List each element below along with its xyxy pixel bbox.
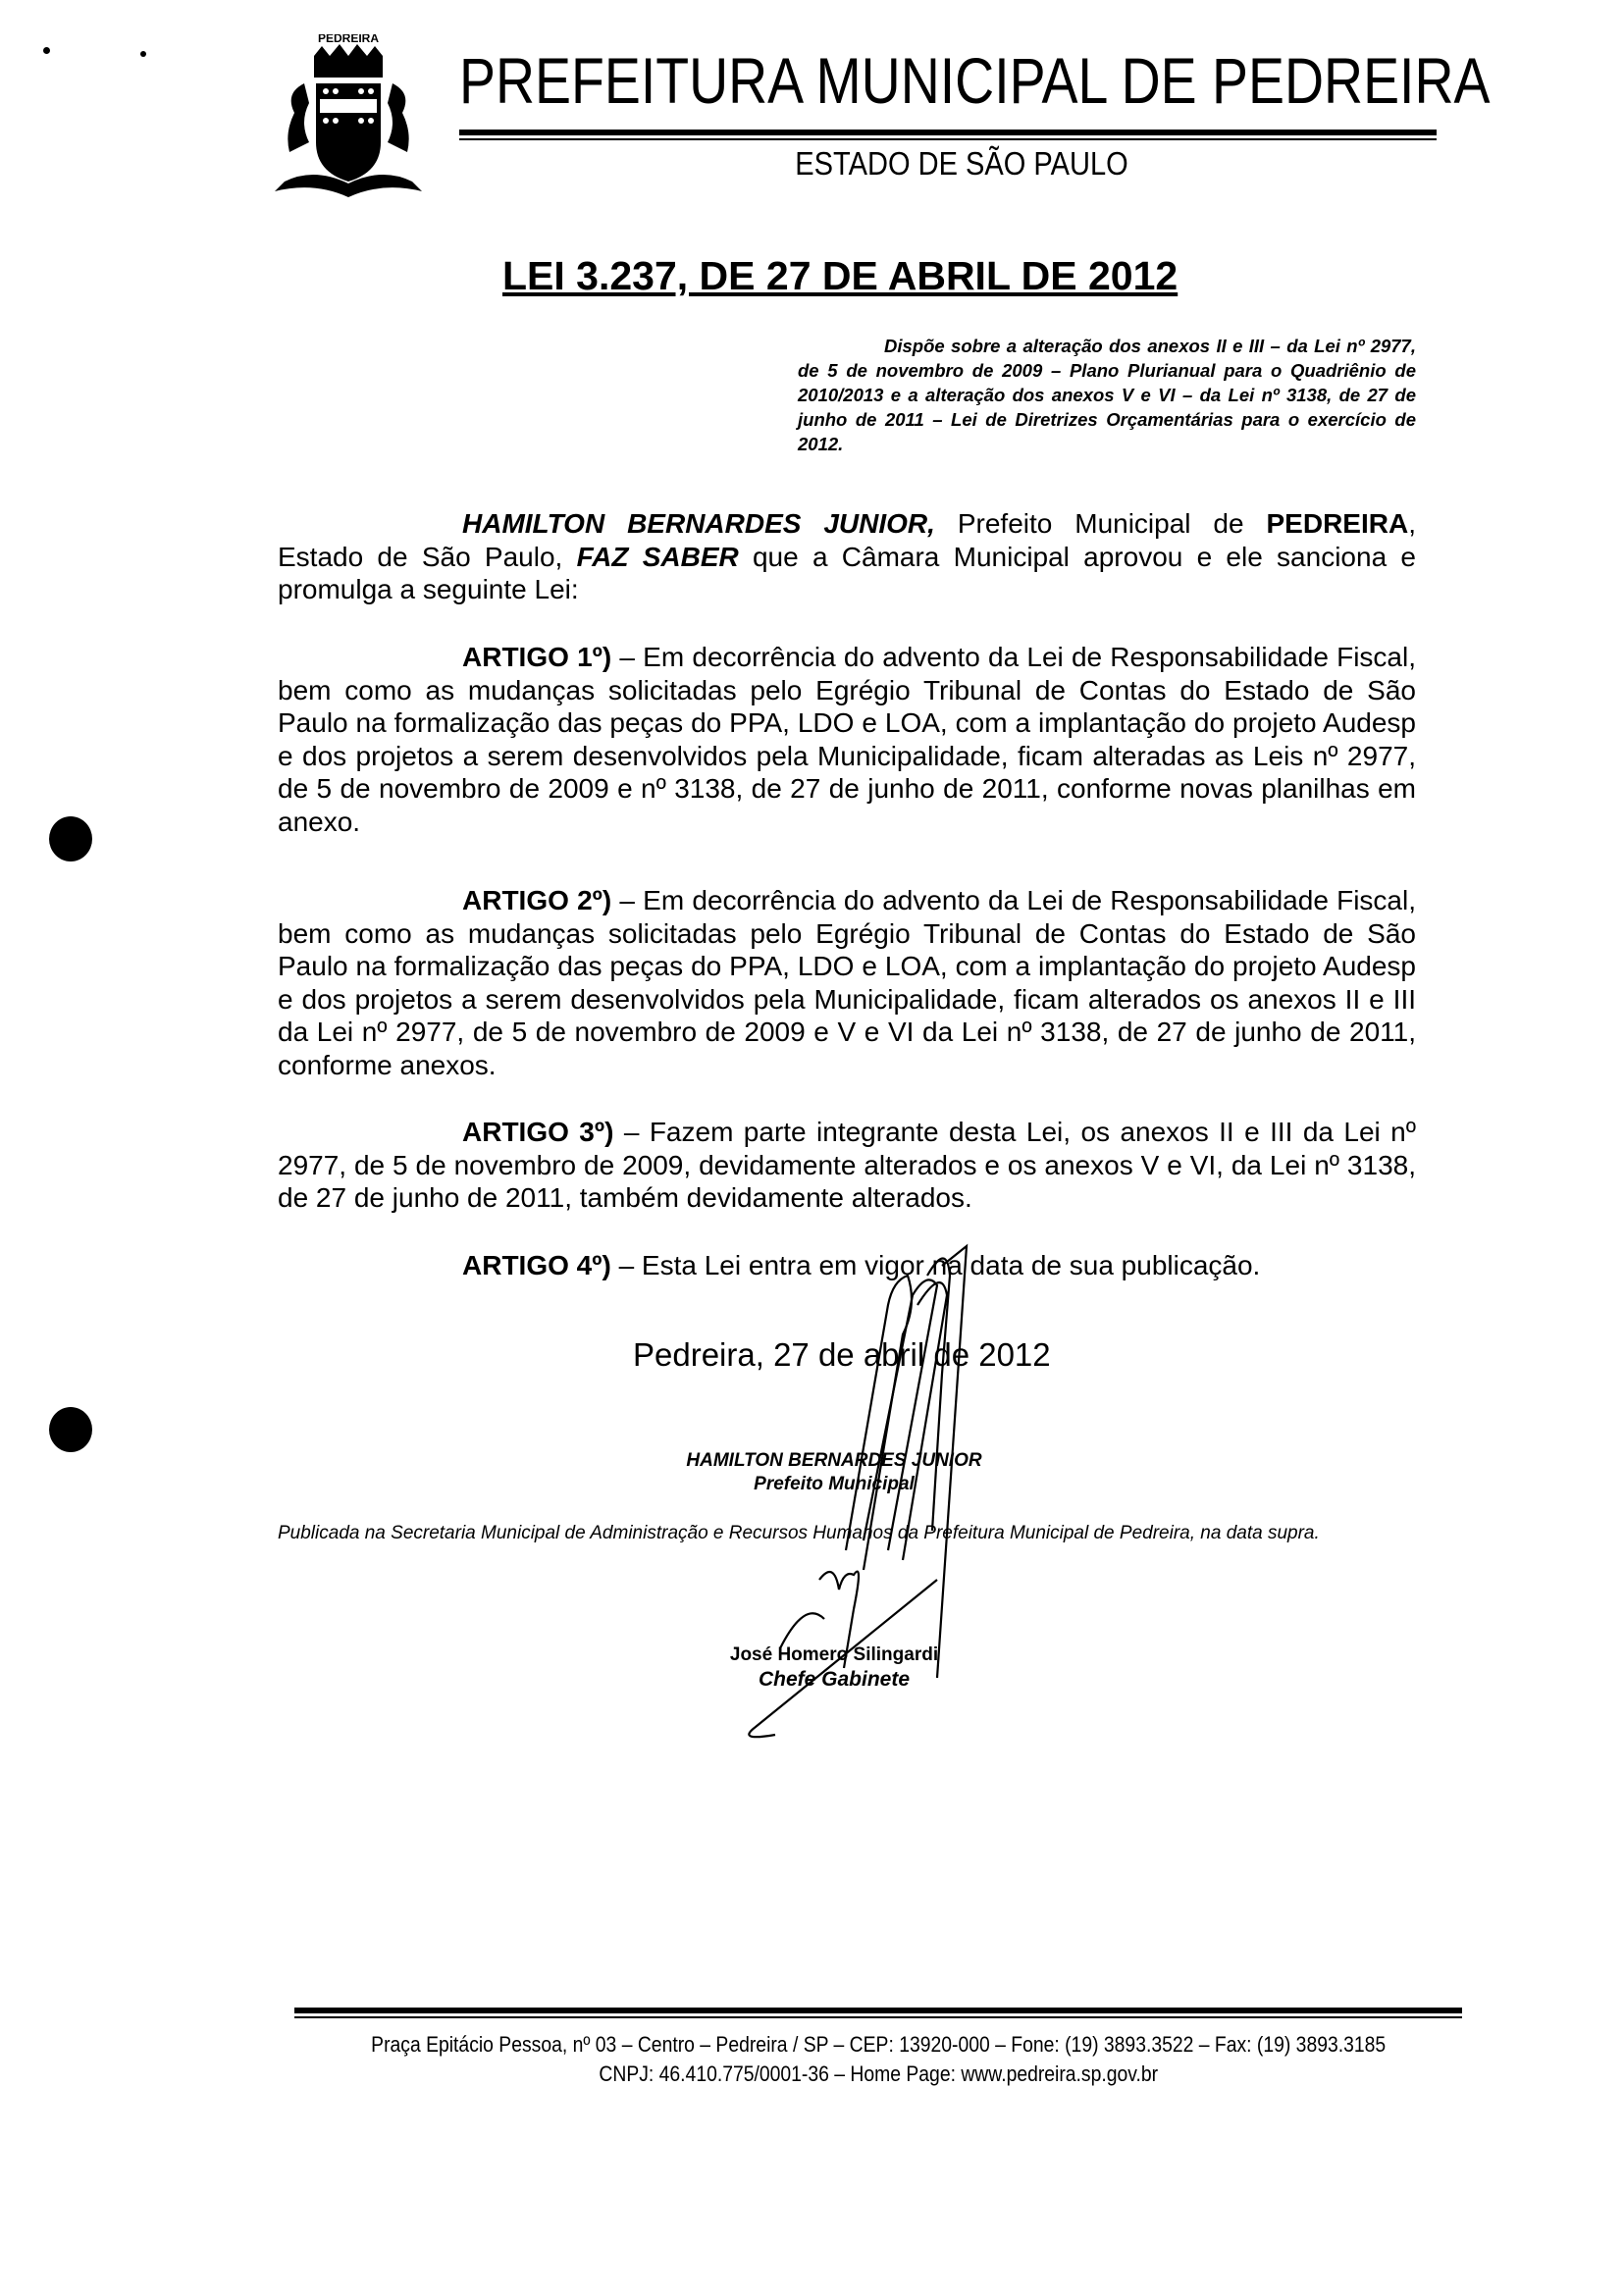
mayor-signature-name: HAMILTON BERNARDES JUNIOR bbox=[686, 1450, 982, 1471]
publication-note: Publicada na Secretaria Municipal de Administração e Recursos Humanos da Prefeitura Municipal de Pedreira, na data supra. bbox=[278, 1523, 1320, 1543]
footer-divider bbox=[294, 2008, 1462, 2013]
institution-title: PREFEITURA MUNICIPAL DE PEDREIRA bbox=[459, 44, 1491, 117]
institution-subtitle: ESTADO DE SÃO PAULO bbox=[795, 145, 1128, 182]
article-text: – Fazem parte integrante desta Lei, os anexos II e III da Lei nº 2977, de 5 de novembro de 2009, devidamente alterados e os anexos V e VI, da Lei nº 3138, de 27 de junho de 2011, também devidamente alterados. bbox=[278, 1117, 1416, 1213]
svg-text:PEDREIRA: PEDREIRA bbox=[317, 34, 380, 45]
article-text: – Em decorrência do advento da Lei de Responsabilidade Fiscal, bem como as mudanças solicitadas pelo Egrégio Tribunal de Contas do Estado de São Paulo na formalização das peças do PPA, LDO e LOA, com a implantação do projeto Audesp e dos projetos a serem desenvolvidos pela Municipalidade, ficam alteradas as Leis nº 2977, de 5 de novembro de 2009 e nº 3138, de 27 de junho de 2011, conforme novas planilhas em anexo. bbox=[278, 642, 1416, 837]
preamble-text: Prefeito Municipal de bbox=[934, 508, 1267, 539]
scan-dot bbox=[140, 51, 146, 57]
preamble-text: , Estado de São Paulo, bbox=[278, 508, 1416, 572]
article-label: ARTIGO 2º) bbox=[462, 885, 612, 915]
preamble-text: que a Câmara Municipal aprovou e ele sanciona e promulga a seguinte Lei: bbox=[278, 541, 1416, 604]
footer-address bbox=[245, 2032, 1511, 2058]
punch-hole bbox=[49, 1407, 92, 1452]
article-3 bbox=[278, 1116, 1416, 1215]
article-label: ARTIGO 3º) bbox=[462, 1117, 614, 1147]
footer-cnpj-text: CNPJ: 46.410.775/0001-36 – Home Page: www.pedreira.sp.gov.br bbox=[599, 2061, 1158, 2086]
chief-signature-name: José Homero Silingardi bbox=[729, 1644, 939, 1665]
punch-hole bbox=[49, 816, 92, 861]
footer-cnpj bbox=[245, 2061, 1511, 2087]
article-4 bbox=[278, 1249, 1416, 1282]
mayor-signature-role: Prefeito Municipal bbox=[754, 1474, 915, 1494]
mayor-name: HAMILTON BERNARDES JUNIOR, bbox=[462, 508, 935, 539]
footer-address-text: Praça Epitácio Pessoa, nº 03 – Centro – Pedreira / SP – CEP: 13920-000 – Fone: (19) 3893.3522 – Fax: (19) 3893.3185 bbox=[371, 2032, 1386, 2057]
article-label: ARTIGO 1º) bbox=[462, 642, 612, 672]
header-divider-thin bbox=[459, 138, 1437, 140]
scan-dot bbox=[43, 47, 50, 54]
law-title: LEI 3.237, DE 27 DE ABRIL DE 2012 bbox=[502, 253, 1179, 298]
footer-divider-thin bbox=[294, 2016, 1462, 2018]
header-divider bbox=[459, 130, 1437, 135]
article-1 bbox=[278, 641, 1416, 838]
coat-of-arms-logo bbox=[265, 34, 432, 201]
article-2 bbox=[278, 884, 1416, 1081]
article-text: – Em decorrência do advento da Lei de Responsabilidade Fiscal, bem como as mudanças solicitadas pelo Egrégio Tribunal de Contas do Estado de São Paulo na formalização das peças do PPA, LDO e LOA, com a implantação do projeto Audesp e dos projetos a serem desenvolvidos pela Municipalidade, ficam alterados os anexos II e III da Lei nº 2977, de 5 de novembro de 2009 e V e VI da Lei nº 3138, de 27 de junho de 2011, conforme anexos. bbox=[278, 885, 1416, 1080]
preamble-paragraph bbox=[278, 507, 1416, 606]
chief-signature-role: Chefe Gabinete bbox=[758, 1668, 911, 1691]
faz-saber: FAZ SABER bbox=[576, 541, 739, 572]
signing-date: Pedreira, 27 de abril de 2012 bbox=[633, 1336, 1051, 1373]
article-text: – Esta Lei entra em vigor na data de sua publicação. bbox=[610, 1250, 1261, 1280]
article-label: ARTIGO 4º) bbox=[462, 1250, 611, 1280]
law-summary: Dispõe sobre a alteração dos anexos II e III – da Lei nº 2977, de 5 de novembro de 2009 – Plano Plurianual para o Quadriênio de 2010/2013 e a alteração dos anexos V e VI – da Lei nº 3138, de 27 de junho de 2011 – Lei de Diretrizes Orçamentárias para o exercício de 2012. bbox=[798, 336, 1416, 454]
city-name: PEDREIRA bbox=[1266, 508, 1409, 539]
